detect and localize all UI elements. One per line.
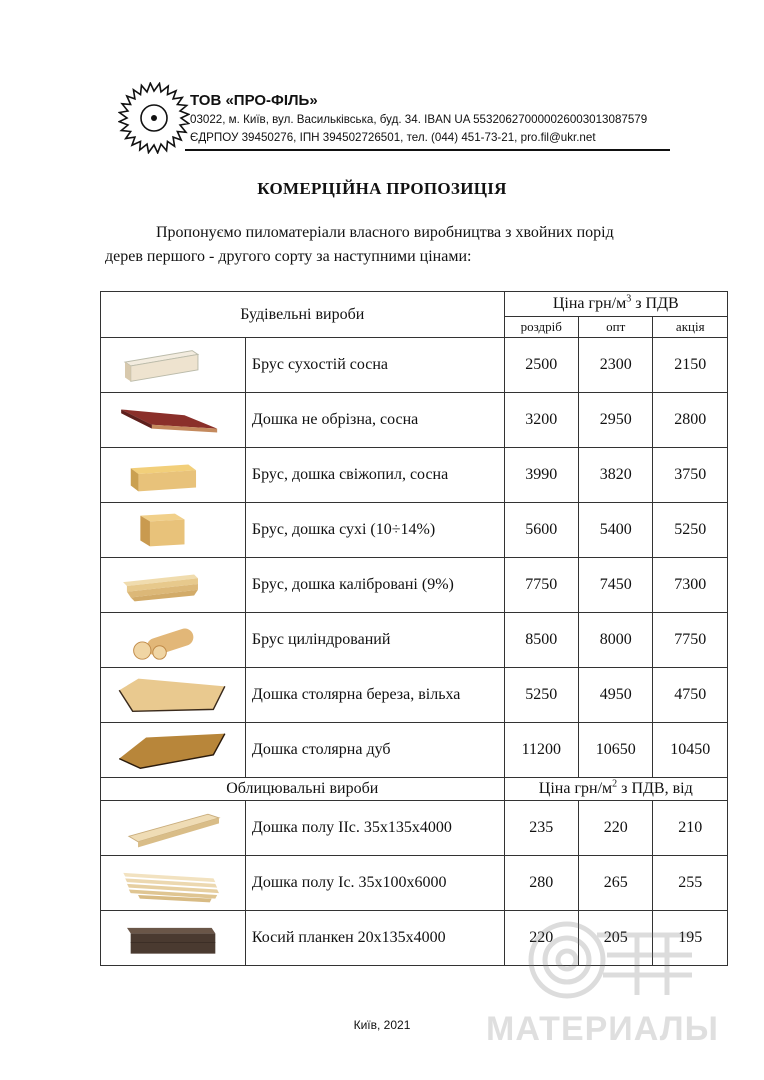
price-retail: 5600 <box>504 503 578 558</box>
calibrated-boards-icon <box>115 561 231 609</box>
product-name: Брус, дошка сухі (10÷14%) <box>245 503 504 558</box>
product-name: Брус сухостій сосна <box>245 338 504 393</box>
group2-price-header <box>504 778 727 801</box>
price-promo: 2800 <box>653 393 728 448</box>
intro-line-1: Пропонуємо пиломатеріали власного виробництва з хвойних порід <box>156 224 614 241</box>
intro-line-2: дерев першого - другого сорту за наступними цінами: <box>105 248 472 265</box>
price-wholesale: 10650 <box>579 723 653 778</box>
price-wholesale: 4950 <box>579 668 653 723</box>
product-image-cell <box>101 801 246 856</box>
document-title: КОМЕРЦІЙНА ПРОПОЗИЦІЯ <box>257 179 507 198</box>
price-header-text: Ціна грн/м <box>552 295 627 312</box>
price-promo: 10450 <box>653 723 728 778</box>
product-name: Брус циліндрований <box>245 613 504 668</box>
table-row <box>101 338 728 393</box>
group1-price-header <box>504 292 727 317</box>
price-header-suffix: з ПДВ <box>631 295 679 312</box>
table-row <box>101 856 728 911</box>
price-header-suffix: з ПДВ, від <box>617 780 693 797</box>
price-retail: 5250 <box>504 668 578 723</box>
price-wholesale: 2300 <box>579 338 653 393</box>
watermark-logo-icon <box>527 905 697 1005</box>
col-promo-header: акція <box>653 317 728 338</box>
group2-label: Облицювальні вироби <box>101 778 505 801</box>
price-promo: 195 <box>653 911 728 966</box>
price-retail: 235 <box>504 801 578 856</box>
price-wholesale: 220 <box>579 801 653 856</box>
table-row <box>101 558 728 613</box>
col-wholesale-header: опт <box>579 317 653 338</box>
price-wholesale: 7450 <box>579 558 653 613</box>
oak-board-icon <box>115 726 231 774</box>
birch-board-icon <box>115 671 231 719</box>
price-header-sup: 2 <box>612 778 618 790</box>
group1-header-row <box>101 292 728 317</box>
product-image-cell <box>101 448 246 503</box>
footer-city-year: Київ, 2021 <box>353 1018 411 1032</box>
price-table <box>100 291 728 966</box>
price-promo: 5250 <box>653 503 728 558</box>
col-retail-header: роздріб <box>504 317 578 338</box>
table-row <box>101 448 728 503</box>
beam-icon <box>115 341 231 389</box>
price-retail: 280 <box>504 856 578 911</box>
product-image-cell <box>101 911 246 966</box>
price-wholesale: 2950 <box>579 393 653 448</box>
price-retail: 11200 <box>504 723 578 778</box>
dry-beam-icon <box>115 506 231 554</box>
product-name: Дошка полу Іс. 35х100х6000 <box>245 856 504 911</box>
product-image-cell <box>101 503 246 558</box>
price-retail: 7750 <box>504 558 578 613</box>
table-row <box>101 503 728 558</box>
price-promo: 7750 <box>653 613 728 668</box>
table-row <box>101 668 728 723</box>
price-wholesale: 3820 <box>579 448 653 503</box>
log-icon <box>115 616 231 664</box>
product-name: Дошка столярна дуб <box>245 723 504 778</box>
product-name: Брус, дошка калібровані (9%) <box>245 558 504 613</box>
price-wholesale: 265 <box>579 856 653 911</box>
price-promo: 7300 <box>653 558 728 613</box>
table-row <box>101 613 728 668</box>
planken-icon <box>115 915 231 961</box>
header-divider <box>185 149 670 151</box>
company-address: 03022, м. Київ, вул. Васильківська, буд. 34. IBAN UA 553206270000026003013087579 <box>190 113 648 126</box>
price-promo: 255 <box>653 856 728 911</box>
price-promo: 4750 <box>653 668 728 723</box>
saw-blade-logo-icon <box>118 82 190 154</box>
product-image-cell <box>101 668 246 723</box>
price-promo: 2150 <box>653 338 728 393</box>
group2-header-row <box>101 778 728 801</box>
intro-paragraph <box>105 221 705 269</box>
watermark-text: МАТЕРИАЛЫ <box>486 1010 719 1048</box>
price-retail: 3990 <box>504 448 578 503</box>
company-name: ТОВ «ПРО-ФІЛЬ» <box>190 92 318 109</box>
price-wholesale: 8000 <box>579 613 653 668</box>
table-row <box>101 393 728 448</box>
table-row <box>101 801 728 856</box>
price-retail: 220 <box>504 911 578 966</box>
product-name: Дошка полу ІІс. 35х135х4000 <box>245 801 504 856</box>
price-retail: 8500 <box>504 613 578 668</box>
price-wholesale: 205 <box>579 911 653 966</box>
unedged-board-icon <box>115 396 231 444</box>
price-wholesale: 5400 <box>579 503 653 558</box>
product-image-cell <box>101 558 246 613</box>
product-name: Косий планкен 20х135х4000 <box>245 911 504 966</box>
price-header-sup: 3 <box>626 293 632 305</box>
price-header-text: Ціна грн/м <box>538 780 613 797</box>
product-image-cell <box>101 856 246 911</box>
product-name: Дошка не обрізна, сосна <box>245 393 504 448</box>
floor-boards-stack-icon <box>115 860 231 906</box>
floor-board-icon <box>115 805 231 851</box>
group1-label: Будівельні вироби <box>101 292 505 338</box>
product-name: Дошка столярна береза, вільха <box>245 668 504 723</box>
product-image-cell <box>101 393 246 448</box>
product-image-cell <box>101 338 246 393</box>
price-retail: 3200 <box>504 393 578 448</box>
company-codes: ЄДРПОУ 39450276, ІПН 394502726501, тел. (044) 451-73-21, pro.fil@ukr.net <box>190 131 596 144</box>
product-name: Брус, дошка свіжопил, сосна <box>245 448 504 503</box>
group1-rows <box>101 338 728 778</box>
fresh-beam-icon <box>115 451 231 499</box>
table-row <box>101 723 728 778</box>
price-retail: 2500 <box>504 338 578 393</box>
product-image-cell <box>101 723 246 778</box>
price-promo: 3750 <box>653 448 728 503</box>
price-promo: 210 <box>653 801 728 856</box>
product-image-cell <box>101 613 246 668</box>
